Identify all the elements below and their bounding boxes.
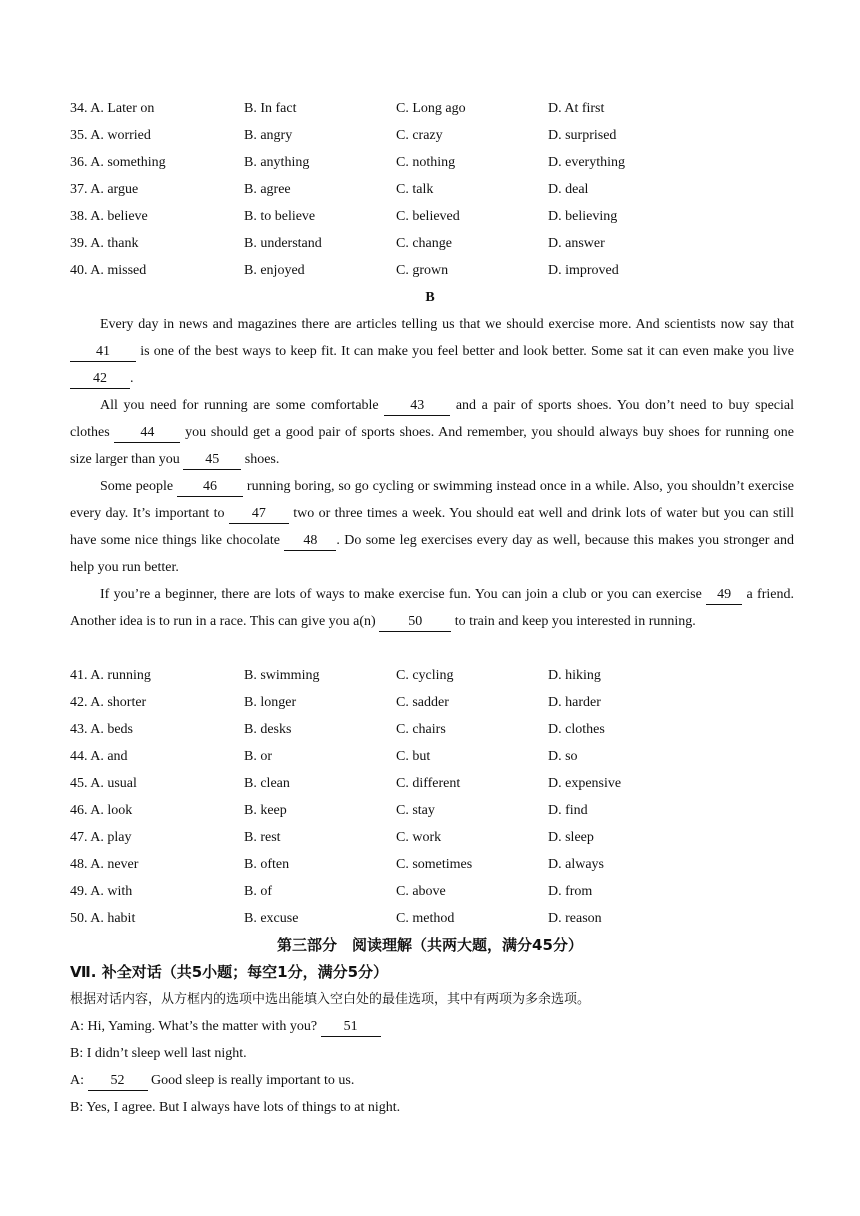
option-a: 35. A. worried	[70, 128, 151, 143]
dialogue-speaker: A:	[70, 1073, 88, 1088]
option-a: 41. A. running	[70, 668, 151, 683]
option-a: 47. A. play	[70, 830, 132, 845]
option-row-46	[0, 797, 860, 824]
option-d: D. always	[548, 857, 604, 872]
option-d: D. everything	[548, 155, 625, 170]
passage-paragraph-3	[70, 473, 794, 581]
option-a: 42. A. shorter	[70, 695, 147, 710]
option-c: C. work	[396, 830, 442, 845]
option-d: D. answer	[548, 236, 605, 251]
option-b: B. excuse	[244, 911, 299, 926]
passage-text: a friend. Another idea is to run in a race. This can give you a(n)	[70, 587, 794, 629]
option-d: D. deal	[548, 182, 589, 197]
option-a: 46. A. look	[70, 803, 133, 818]
option-b: B. often	[244, 857, 290, 872]
option-d: D. harder	[548, 695, 601, 710]
option-d: D. reason	[548, 911, 602, 926]
passage-paragraph-1	[70, 311, 794, 392]
option-b: B. desks	[244, 722, 292, 737]
blank-48: 48	[284, 532, 336, 551]
option-d: D. improved	[548, 263, 619, 278]
blank-41: 41	[70, 343, 136, 362]
option-d: D. expensive	[548, 776, 622, 791]
option-c: C. grown	[396, 263, 449, 278]
passage-text: Every day in news and magazines there are articles telling us that we should exercise more. And scientists now say that	[100, 317, 794, 332]
option-a: 43. A. beds	[70, 722, 133, 737]
dialogue-text: Good sleep is really important to us.	[147, 1073, 355, 1088]
blank-45: 45	[183, 451, 241, 470]
dialogue-line-4: B: Yes, I agree. But I always have lots of things to at night.	[70, 1100, 401, 1115]
option-b: B. angry	[244, 128, 293, 143]
option-row-35	[0, 122, 860, 149]
option-row-38	[0, 203, 860, 230]
option-d: D. from	[548, 884, 593, 899]
option-b: B. of	[244, 884, 272, 899]
option-row-47	[0, 824, 860, 851]
option-b: B. In fact	[244, 101, 297, 116]
blank-43: 43	[384, 397, 450, 416]
option-row-36	[0, 149, 860, 176]
option-row-43	[0, 716, 860, 743]
option-c: C. cycling	[396, 668, 454, 683]
option-c: C. sometimes	[396, 857, 473, 872]
option-row-45	[0, 770, 860, 797]
option-c: C. Long ago	[396, 101, 466, 116]
option-d: D. so	[548, 749, 578, 764]
option-row-40	[0, 257, 860, 284]
section-b-title: B	[425, 290, 435, 305]
option-b: B. longer	[244, 695, 297, 710]
option-d: D. sleep	[548, 830, 594, 845]
option-b: B. clean	[244, 776, 290, 791]
passage-text: shoes.	[241, 452, 280, 467]
option-c: C. stay	[396, 803, 435, 818]
passage-text: .	[130, 371, 134, 386]
option-c: C. method	[396, 911, 455, 926]
option-a: 36. A. something	[70, 155, 166, 170]
option-a: 49. A. with	[70, 884, 133, 899]
option-a: 48. A. never	[70, 857, 139, 872]
dialogue-line-3	[70, 1067, 794, 1094]
option-b: B. rest	[244, 830, 281, 845]
option-c: C. change	[396, 236, 452, 251]
option-row-49	[0, 878, 860, 905]
option-a: 44. A. and	[70, 749, 128, 764]
passage-text: and a pair of sports shoes. You don’t need to buy special clothes	[70, 398, 794, 440]
option-row-41	[0, 662, 860, 689]
passage-text: . Do some leg exercises every day as well, because this makes you stronger and help you run better.	[70, 533, 795, 575]
option-a: 38. A. believe	[70, 209, 148, 224]
blank-42: 42	[70, 370, 130, 389]
option-a: 50. A. habit	[70, 911, 136, 926]
option-d: D. At first	[548, 101, 605, 116]
option-c: C. talk	[396, 182, 434, 197]
blank-50: 50	[379, 613, 451, 632]
option-d: D. clothes	[548, 722, 605, 737]
dialogue-text: A: Hi, Yaming. What’s the matter with you?	[70, 1019, 321, 1034]
option-c: C. different	[396, 776, 461, 791]
blank-46: 46	[177, 478, 243, 497]
option-c: C. nothing	[396, 155, 456, 170]
option-c: C. sadder	[396, 695, 449, 710]
option-row-42	[0, 689, 860, 716]
option-row-44	[0, 743, 860, 770]
section-7-instruction: 根据对话内容，从方框内的选项中选出能填入空白处的最佳选项，其中有两项为多余选项。	[70, 992, 591, 1007]
passage-text: you should get a good pair of sports shoes. And remember, you should always buy shoes for running one size larger than you	[70, 425, 795, 467]
section-7-heading: Ⅶ. 补全对话（共5小题；每空1分，满分5分）	[70, 963, 389, 981]
option-b: B. agree	[244, 182, 291, 197]
passage-text: is one of the best ways to keep fit. It can make you feel better and look better. Some sat it can even make you live	[136, 344, 794, 359]
option-a: 39. A. thank	[70, 236, 139, 251]
passage-text: If you’re a beginner, there are lots of ways to make exercise fun. You can join a club or you can exercise	[100, 587, 707, 602]
option-b: B. understand	[244, 236, 322, 251]
blank-52: 52	[88, 1072, 148, 1091]
part-3-heading: 第三部分 阅读理解（共两大题，满分45分）	[277, 936, 583, 954]
option-c: C. crazy	[396, 128, 443, 143]
dialogue-line-1	[70, 1013, 794, 1040]
passage-text: to train and keep you interested in running.	[451, 614, 696, 629]
option-row-34	[0, 95, 860, 122]
option-b: B. or	[244, 749, 272, 764]
passage-text: All you need for running are some comfortable	[100, 398, 385, 413]
blank-51: 51	[321, 1018, 381, 1037]
option-b: B. keep	[244, 803, 287, 818]
blank-49: 49	[706, 586, 742, 605]
option-c: C. but	[396, 749, 431, 764]
blank-47: 47	[229, 505, 289, 524]
option-row-50	[0, 905, 860, 932]
option-c: C. above	[396, 884, 446, 899]
option-b: B. to believe	[244, 209, 316, 224]
passage-text: running boring, so go cycling or swimming instead once in a while. Also, you shouldn’t exercise every day. It’s important to	[70, 479, 794, 521]
passage-text: two or three times a week. You should eat well and drink lots of water but you can still have some nice things like chocolate	[70, 506, 795, 548]
passage-text: Some people	[100, 479, 178, 494]
option-a: 45. A. usual	[70, 776, 137, 791]
option-d: D. find	[548, 803, 588, 818]
option-d: D. hiking	[548, 668, 601, 683]
passage-paragraph-2	[70, 392, 794, 473]
passage-paragraph-4	[70, 581, 794, 635]
option-b: B. enjoyed	[244, 263, 305, 278]
blank-44: 44	[114, 424, 180, 443]
option-b: B. anything	[244, 155, 310, 170]
option-row-37	[0, 176, 860, 203]
option-row-48	[0, 851, 860, 878]
option-a: 40. A. missed	[70, 263, 147, 278]
option-a: 37. A. argue	[70, 182, 139, 197]
option-d: D. believing	[548, 209, 618, 224]
option-b: B. swimming	[244, 668, 320, 683]
option-c: C. chairs	[396, 722, 446, 737]
option-c: C. believed	[396, 209, 460, 224]
dialogue-line-2: B: I didn’t sleep well last night.	[70, 1046, 247, 1061]
option-a: 34. A. Later on	[70, 101, 155, 116]
option-d: D. surprised	[548, 128, 617, 143]
option-row-39	[0, 230, 860, 257]
